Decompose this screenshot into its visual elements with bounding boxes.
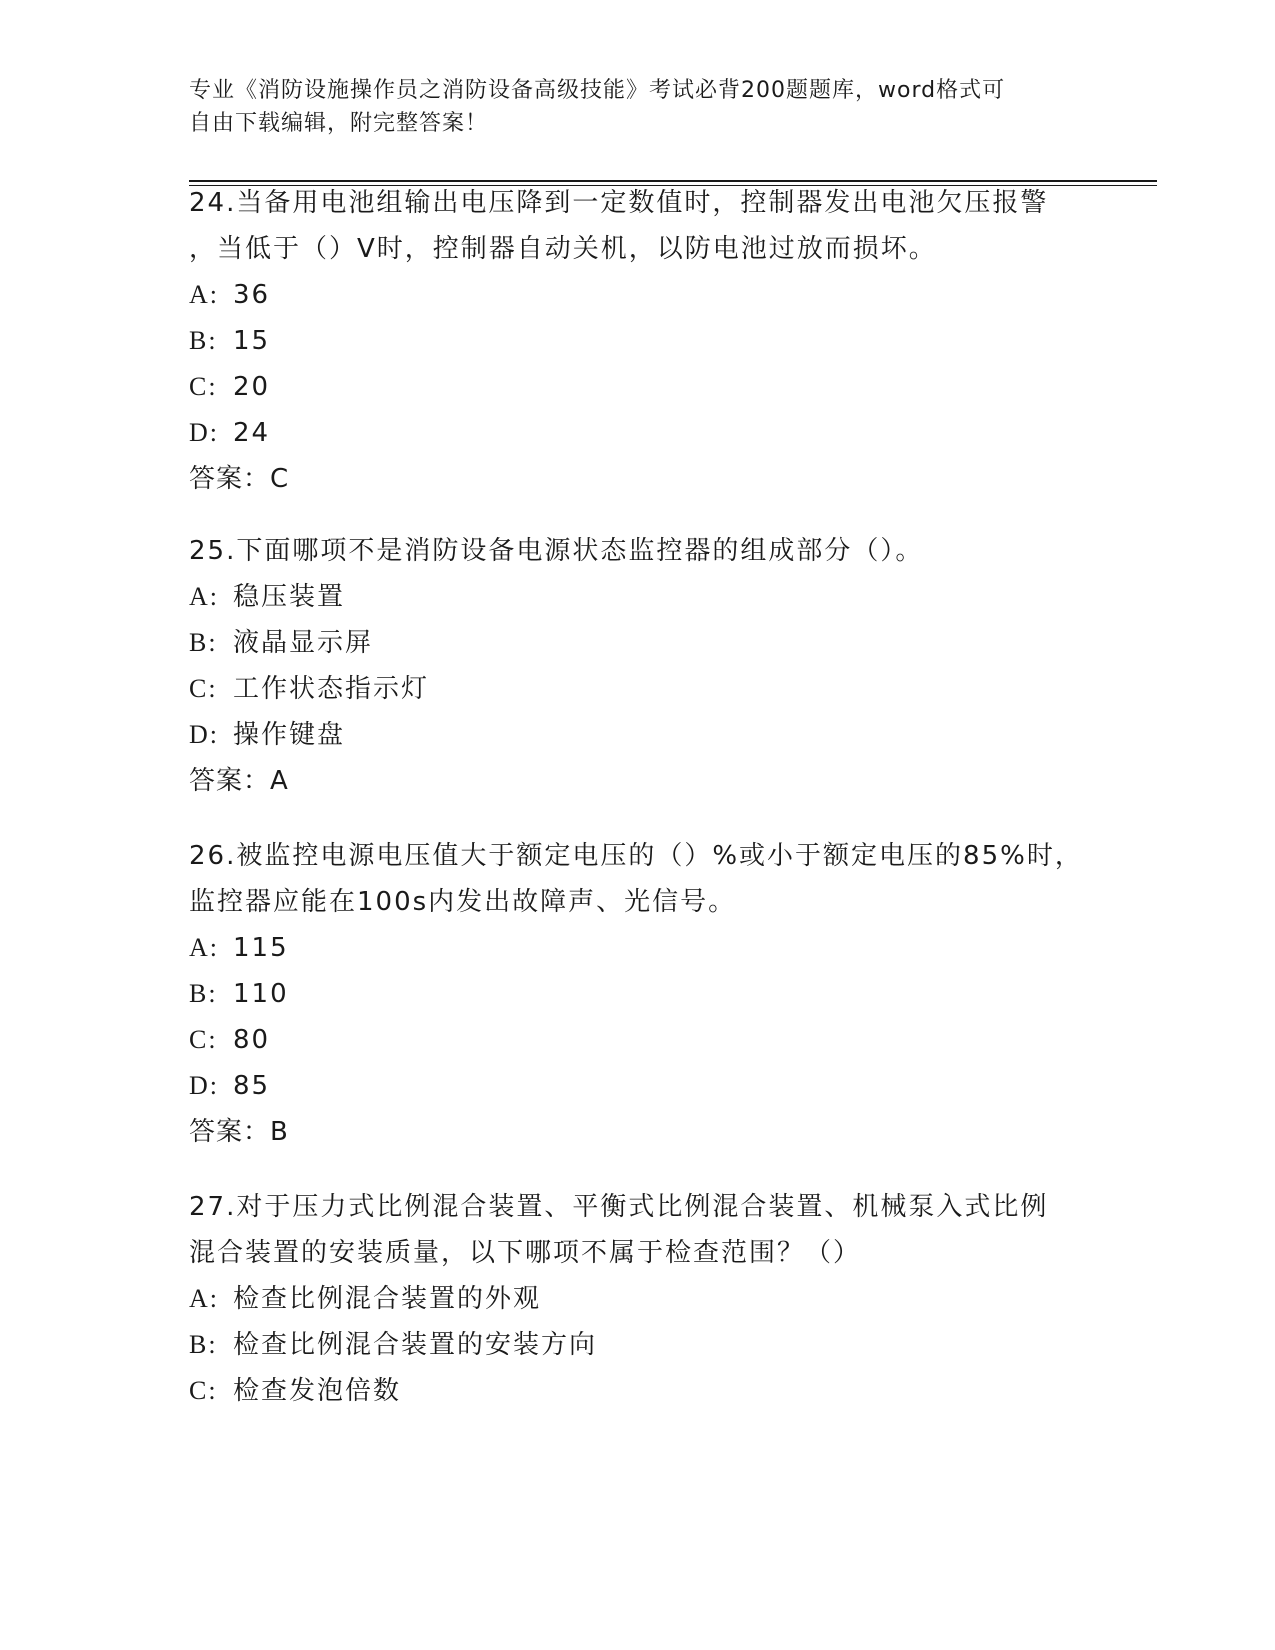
question-stem-line: 26.被监控电源电压值大于额定电压的（）%或小于额定电压的85%时， [189,841,1083,871]
option-text: 操作键盘 [233,720,346,750]
header-line-2: 自由下载编辑，附完整答案！ [189,111,489,136]
question-stem [189,528,1089,574]
question-stem-line: 25.下面哪项不是消防设备电源状态监控器的组成部分（）。 [189,536,924,566]
option-text: 110 [233,979,289,1009]
option-text: 115 [233,933,289,963]
option-b [189,971,1089,1017]
option-key: B: [189,628,218,657]
option-text: 工作状态指示灯 [233,674,430,704]
question-stem-line: 监控器应能在100s内发出故障声、光信号。 [189,887,737,917]
option-key: B: [189,326,218,355]
option-text: 稳压装置 [233,582,346,612]
option-key: B: [189,1330,218,1359]
option-key: C: [189,674,218,703]
question-stem [189,180,1089,272]
option-key: A: [189,582,219,611]
option-a [189,1276,1089,1322]
question-26 [189,833,1089,1155]
question-stem [189,833,1089,925]
option-key: C: [189,1376,218,1405]
option-key: D: [189,418,219,447]
option-c [189,364,1089,410]
option-text: 24 [233,418,271,448]
option-a [189,272,1089,318]
document-header [189,74,1089,140]
question-24 [189,180,1089,502]
option-key: C: [189,1025,218,1054]
option-b [189,1322,1089,1368]
option-d [189,410,1089,456]
option-c [189,1017,1089,1063]
option-a [189,925,1089,971]
question-stem-line: 混合装置的安装质量，以下哪项不属于检查范围？（） [189,1238,862,1268]
question-stem [189,1184,1089,1276]
option-text: 液晶显示屏 [233,628,374,658]
option-key: C: [189,372,218,401]
option-key: D: [189,720,219,749]
option-key: D: [189,1071,219,1100]
option-b [189,620,1089,666]
option-b [189,318,1089,364]
header-line-1: 专业《消防设施操作员之消防设备高级技能》考试必背200题题库，word格式可 [189,78,1006,103]
answer-line: 答案：A [189,766,289,796]
option-text: 80 [233,1025,271,1055]
option-c [189,666,1089,712]
question-25 [189,528,1089,804]
answer-line: 答案：B [189,1117,289,1147]
option-d [189,712,1089,758]
option-text: 15 [233,326,271,356]
question-27 [189,1184,1089,1414]
option-key: A: [189,280,219,309]
option-text: 85 [233,1071,271,1101]
question-stem-line: 27.对于压力式比例混合装置、平衡式比例混合装置、机械泵入式比例 [189,1192,1049,1222]
option-text: 20 [233,372,271,402]
question-stem-line: ，当低于（）V时，控制器自动关机，以防电池过放而损坏。 [189,234,937,264]
option-key: A: [189,933,219,962]
option-a [189,574,1089,620]
option-text: 检查发泡倍数 [233,1376,402,1406]
option-c [189,1368,1089,1414]
option-text: 检查比例混合装置的安装方向 [233,1330,598,1360]
option-d [189,1063,1089,1109]
option-key: A: [189,1284,219,1313]
answer-line: 答案：C [189,464,290,494]
option-key: B: [189,979,218,1008]
option-text: 检查比例混合装置的外观 [233,1284,542,1314]
option-text: 36 [233,280,271,310]
question-stem-line: 24.当备用电池组输出电压降到一定数值时，控制器发出电池欠压报警 [189,188,1049,218]
